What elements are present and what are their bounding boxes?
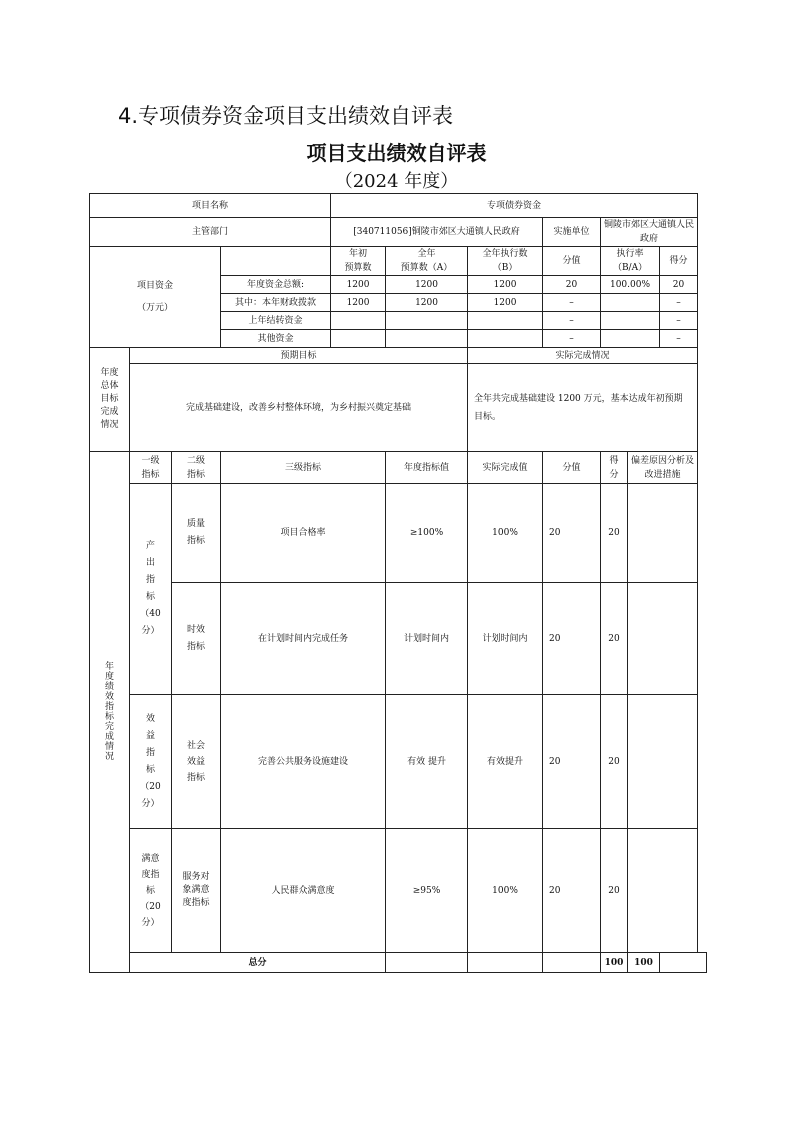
funds-header-full: 全年 预算数（A）	[386, 247, 468, 276]
indicator-score-value: 20	[543, 695, 601, 829]
funds-exec: 1200	[468, 276, 543, 294]
indicator-score: 20	[601, 695, 628, 829]
funds-score-value: –	[543, 294, 601, 312]
page-title: 项目支出绩效自评表	[306, 141, 487, 165]
indicator-reason	[628, 484, 698, 583]
indicator-l2: 服务对 象满意 度指标	[172, 829, 221, 953]
funds-score: –	[660, 330, 698, 348]
indicators-label: 年 度 绩 效 指 标 完 成 情 况	[90, 452, 130, 973]
funds-full	[386, 330, 468, 348]
indicator-l1: 满意 度指 标 （20 分）	[130, 829, 172, 953]
funds-init: 1200	[331, 276, 386, 294]
funds-full: 1200	[386, 294, 468, 312]
funds-init	[331, 330, 386, 348]
indicator-target: 计划时间内	[386, 583, 468, 695]
indicator-header-score-value: 分值	[543, 452, 601, 484]
indicator-target: ≥95%	[386, 829, 468, 953]
indicator-row	[90, 484, 707, 583]
total-blank	[386, 953, 468, 973]
goals-label: 年度 总体 目标 完成 情况	[90, 348, 130, 452]
indicator-score-value: 20	[543, 829, 601, 953]
funds-row-label: 其中：本年财政拨款	[221, 294, 331, 312]
total-score-value: 100	[601, 953, 628, 973]
indicator-l3: 在计划时间内完成任务	[221, 583, 386, 695]
indicator-reason	[628, 829, 698, 953]
self-evaluation-table	[89, 193, 707, 973]
indicator-header-score: 得 分	[601, 452, 628, 484]
indicator-score-value: 20	[543, 583, 601, 695]
funds-score: –	[660, 294, 698, 312]
indicator-header-l2: 二级 指标	[172, 452, 221, 484]
dept-label: 主管部门	[90, 218, 331, 247]
funds-init: 1200	[331, 294, 386, 312]
indicator-header-l3: 三级指标	[221, 452, 386, 484]
dept-value: [340711056]铜陵市郊区大通镇人民政府	[331, 218, 543, 247]
expected-goal-text: 完成基础建设，改善乡村整体环境，为乡村振兴奠定基础	[130, 364, 468, 452]
expected-goal-header: 预期目标	[130, 348, 468, 364]
indicator-target: ≥100%	[386, 484, 468, 583]
indicator-header-reason: 偏差原因分析及 改进措施	[628, 452, 698, 484]
project-name-label: 项目名称	[90, 194, 331, 218]
funds-header-score: 得分	[660, 247, 698, 276]
indicator-l3: 人民群众满意度	[221, 829, 386, 953]
indicator-score-value: 20	[543, 484, 601, 583]
indicator-score: 20	[601, 583, 628, 695]
indicator-actual: 100%	[468, 829, 543, 953]
funds-exec	[468, 330, 543, 348]
funds-header-blank	[221, 247, 331, 276]
impl-unit-value: 铜陵市郊区大通镇人民政府	[601, 218, 698, 247]
funds-row-label: 上年结转资金	[221, 312, 331, 330]
funds-full	[386, 312, 468, 330]
funds-header-exec: 全年执行数 （B）	[468, 247, 543, 276]
indicator-l3: 项目合格率	[221, 484, 386, 583]
funds-rate	[601, 294, 660, 312]
indicator-header-target: 年度指标值	[386, 452, 468, 484]
actual-goal-text: 全年共完成基础建设 1200 万元，基本达成年初预期目标。	[468, 364, 698, 452]
indicator-reason	[628, 695, 698, 829]
funds-header-rate: 执行率 （B/A）	[601, 247, 660, 276]
total-label: 总分	[130, 953, 386, 973]
funds-score-value: –	[543, 312, 601, 330]
funds-row-label: 其他资金	[221, 330, 331, 348]
funds-label: 项目资金 （万元）	[90, 247, 221, 348]
indicator-header-actual: 实际完成值	[468, 452, 543, 484]
section-heading: 4.专项债券资金项目支出绩效自评表	[118, 104, 454, 128]
indicator-actual: 100%	[468, 484, 543, 583]
indicator-row	[90, 829, 707, 953]
funds-rate	[601, 312, 660, 330]
funds-full: 1200	[386, 276, 468, 294]
indicator-reason	[628, 583, 698, 695]
project-name-value: 专项债券资金	[331, 194, 698, 218]
total-blank	[468, 953, 543, 973]
total-row	[90, 953, 707, 973]
actual-goal-header: 实际完成情况	[468, 348, 698, 364]
total-blank	[543, 953, 601, 973]
funds-score: –	[660, 312, 698, 330]
indicator-l1: 效 益 指 标 （20 分）	[130, 695, 172, 829]
funds-rate	[601, 330, 660, 348]
funds-exec	[468, 312, 543, 330]
indicator-row	[90, 583, 707, 695]
funds-header-score-value: 分值	[543, 247, 601, 276]
indicator-header-l1: 一级 指标	[130, 452, 172, 484]
page-subtitle: （2024 年度）	[334, 171, 459, 192]
total-score: 100	[628, 953, 660, 973]
funds-exec: 1200	[468, 294, 543, 312]
funds-score-value: 20	[543, 276, 601, 294]
indicator-l2: 社会 效益 指标	[172, 695, 221, 829]
funds-row-label: 年度资金总额:	[221, 276, 331, 294]
total-reason	[660, 953, 707, 973]
indicator-l2: 质量 指标	[172, 484, 221, 583]
funds-score: 20	[660, 276, 698, 294]
indicator-l1: 产 出 指 标 （40 分）	[130, 484, 172, 695]
indicator-l3: 完善公共服务设施建设	[221, 695, 386, 829]
indicator-score: 20	[601, 484, 628, 583]
indicator-row	[90, 695, 707, 829]
indicator-l2: 时效 指标	[172, 583, 221, 695]
impl-unit-label: 实施单位	[543, 218, 601, 247]
indicator-score: 20	[601, 829, 628, 953]
funds-header-init: 年初 预算数	[331, 247, 386, 276]
indicator-target: 有效 提升	[386, 695, 468, 829]
indicator-actual: 计划时间内	[468, 583, 543, 695]
funds-rate: 100.00%	[601, 276, 660, 294]
indicator-actual: 有效提升	[468, 695, 543, 829]
funds-init	[331, 312, 386, 330]
funds-score-value: –	[543, 330, 601, 348]
